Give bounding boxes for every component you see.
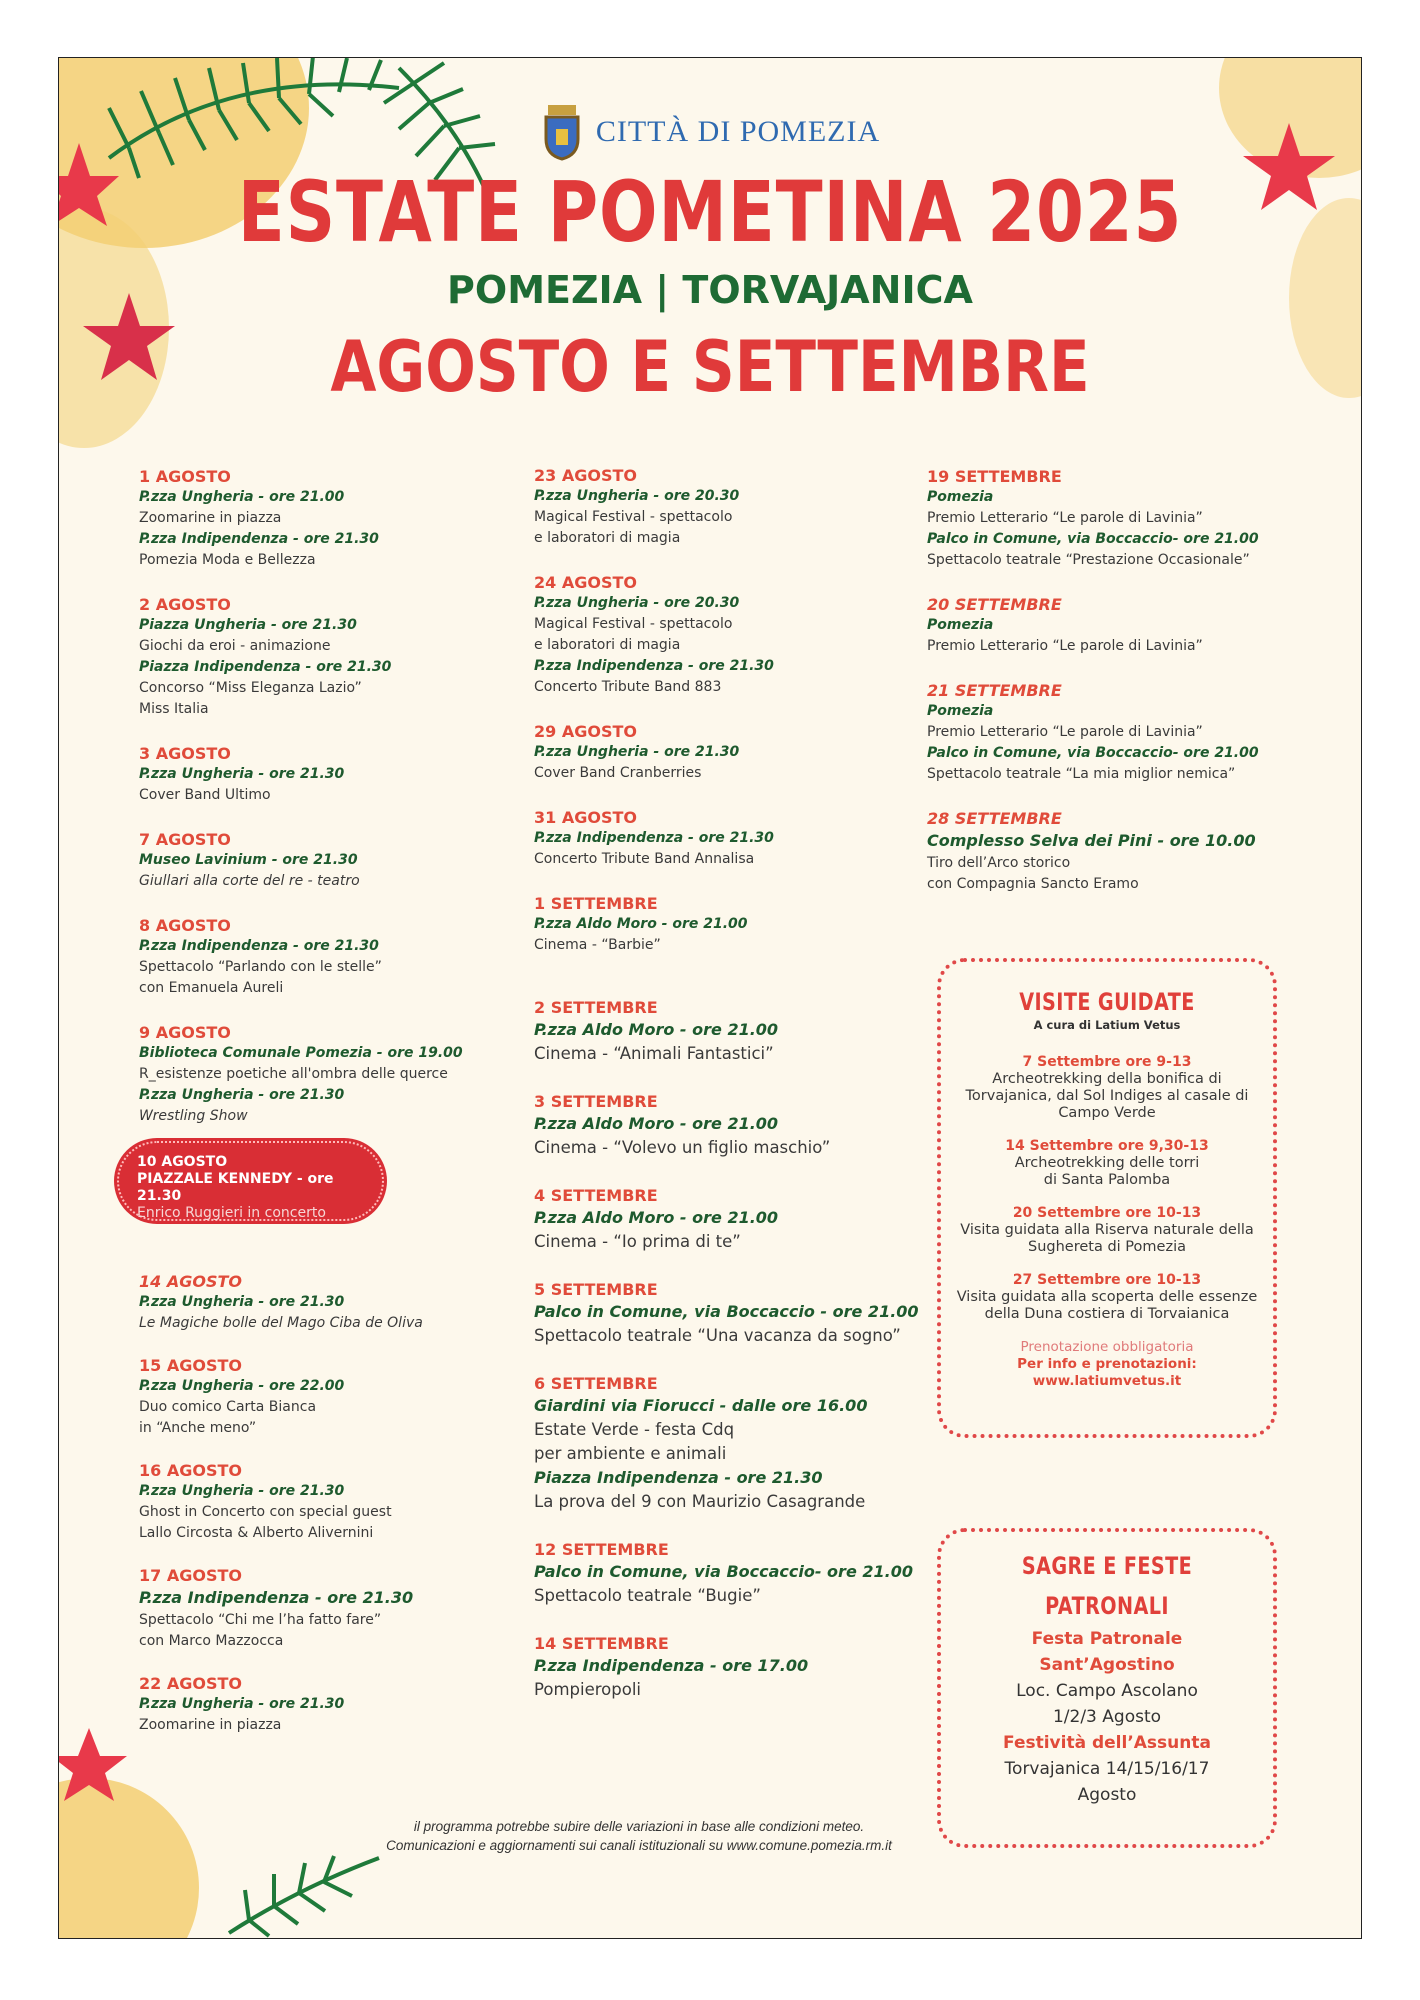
guided-tour-item — [941, 1054, 1273, 1122]
event-description: Giochi da eroi - animazione — [139, 638, 331, 654]
event-description: Concorso “Miss Eleganza Lazio” — [139, 680, 362, 696]
event-description: Magical Festival - spettacolo — [534, 509, 733, 525]
event-entry — [139, 1271, 479, 1334]
guided-tour-text: Archeotrekking delle torri di Santa Palomba — [1014, 1155, 1200, 1188]
festival-2-name: Festività dell’Assunta — [1003, 1733, 1211, 1753]
event-place: P.zza Ungheria - ore 20.30 — [534, 595, 740, 611]
event-description: Estate Verde - festa Cdq — [534, 1420, 735, 1439]
event-place: Pomezia — [927, 489, 994, 505]
event-place: Biblioteca Comunale Pomezia - ore 19.00 — [139, 1045, 463, 1061]
event-description: Spettacolo teatrale “Prestazione Occasionale” — [927, 552, 1250, 568]
festival-1-location: Loc. Campo Ascolano — [1016, 1681, 1198, 1701]
event-entry — [534, 1373, 954, 1514]
festivals-title-1: SAGRE E FESTE — [1021, 1552, 1193, 1580]
guided-tours-title: VISITE GUIDATE — [1019, 988, 1195, 1016]
event-description: Concerto Tribute Band 883 — [534, 679, 722, 695]
event-description: Magical Festival - spettacolo — [534, 616, 733, 632]
event-place: P.zza Ungheria - ore 21.30 — [139, 1294, 345, 1310]
event-description: Cinema - “Volevo un figlio maschio” — [534, 1138, 831, 1157]
guided-tours-subtitle: A cura di Latium Vetus — [1033, 1018, 1181, 1032]
event-description: con Marco Mazzocca — [139, 1633, 284, 1649]
event-place: P.zza Ungheria - ore 21.30 — [139, 1483, 345, 1499]
festival-1-dates: 1/2/3 Agosto — [1052, 1707, 1162, 1727]
event-date: 15 AGOSTO — [139, 1356, 242, 1375]
event-entry — [139, 829, 479, 892]
event-date: 2 AGOSTO — [139, 595, 231, 614]
event-date: 23 AGOSTO — [534, 466, 637, 485]
guided-tour-item — [941, 1205, 1273, 1256]
event-place: Museo Lavinium - ore 21.30 — [139, 852, 358, 868]
event-description: Giullari alla corte del re - teatro — [139, 873, 360, 889]
event-place: Palco in Comune, via Boccaccio - ore 21.00 — [534, 1302, 919, 1321]
event-place: P.zza Ungheria - ore 21.00 — [139, 489, 345, 505]
event-date: 31 AGOSTO — [534, 808, 637, 827]
event-place: P.zza Aldo Moro - ore 21.00 — [534, 916, 748, 932]
event-entry — [927, 466, 1327, 571]
page-subtitle: POMEZIA | TORVAJANICA — [447, 268, 973, 312]
event-description: Premio Letterario “Le parole di Lavinia” — [927, 638, 1203, 654]
event-place: Pomezia — [927, 617, 994, 633]
guided-tour-item — [941, 1138, 1273, 1189]
event-place: P.zza Indipendenza - ore 17.00 — [534, 1656, 809, 1675]
event-entry — [139, 1565, 479, 1652]
guided-tour-text: Archeotrekking della bonifica di Torvajanica, dal Sol Indiges al casale di Campo Verde — [965, 1071, 1249, 1121]
event-date: 21 SETTEMBRE — [927, 681, 1062, 700]
footer-line-1: il programma potrebbe subire delle variazioni in base alle condizioni meteo. — [413, 1819, 865, 1834]
guided-tours-list — [941, 1054, 1273, 1323]
event-place: Piazza Ungheria - ore 21.30 — [139, 617, 357, 633]
event-place: Palco in Comune, via Boccaccio- ore 21.00 — [927, 531, 1259, 547]
event-place: P.zza Aldo Moro - ore 21.00 — [534, 1208, 779, 1227]
event-entry — [927, 594, 1327, 657]
footer-note — [259, 1817, 1019, 1855]
highlight-date: 10 AGOSTO — [137, 1154, 228, 1170]
city-header — [59, 103, 1361, 161]
events-column-2b — [534, 997, 954, 1727]
event-entry — [534, 1279, 954, 1348]
guided-tour-date: 7 Settembre ore 9-13 — [1022, 1054, 1192, 1070]
event-place: P.zza Aldo Moro - ore 21.00 — [534, 1020, 779, 1039]
event-description: Pomezia Moda e Bellezza — [139, 552, 316, 568]
event-entry — [534, 1539, 954, 1608]
event-description: per ambiente e animali — [534, 1444, 727, 1463]
event-date: 3 AGOSTO — [139, 744, 231, 763]
info-label: Per info e prenotazioni: — [1017, 1356, 1197, 1372]
festivals-box — [937, 1528, 1277, 1848]
highlight-event — [117, 1141, 384, 1221]
event-date: 24 AGOSTO — [534, 573, 637, 592]
event-entry — [534, 1185, 954, 1254]
event-entry — [534, 807, 934, 870]
event-description: Premio Letterario “Le parole di Lavinia” — [927, 510, 1203, 526]
event-description: Cinema - “Io prima di te” — [534, 1232, 741, 1251]
guided-tour-date: 14 Settembre ore 9,30-13 — [1005, 1138, 1209, 1154]
event-entry — [139, 1022, 479, 1127]
event-date: 28 SETTEMBRE — [927, 809, 1062, 828]
highlight-place: PIAZZALE KENNEDY - ore 21.30 — [137, 1171, 334, 1204]
event-place: Palco in Comune, via Boccaccio- ore 21.00 — [534, 1562, 913, 1581]
event-entry — [139, 1460, 479, 1544]
guided-tour-date: 20 Settembre ore 10-13 — [1012, 1205, 1202, 1221]
event-entry — [534, 721, 934, 784]
event-description: in “Anche meno” — [139, 1420, 257, 1436]
event-place: Giardini via Fiorucci - dalle ore 16.00 — [534, 1396, 868, 1415]
event-description: Spettacolo teatrale “La mia miglior nemica” — [927, 766, 1236, 782]
event-description: con Emanuela Aureli — [139, 980, 284, 996]
event-place: Piazza Indipendenza - ore 21.30 — [534, 1468, 823, 1487]
event-place: P.zza Ungheria - ore 20.30 — [534, 488, 740, 504]
event-description: Premio Letterario “Le parole di Lavinia” — [927, 724, 1203, 740]
festival-1-saint: Sant’Agostino — [1039, 1655, 1175, 1675]
event-entry — [534, 997, 954, 1066]
event-date: 2 SETTEMBRE — [534, 998, 658, 1017]
events-column-1b — [139, 1271, 479, 1757]
footer-line-2: Comunicazioni e aggiornamenti sui canali istituzionali su www.comune.pomezia.rm.it — [386, 1838, 892, 1853]
event-description: Concerto Tribute Band Annalisa — [534, 851, 755, 867]
event-place: Complesso Selva dei Pini - ore 10.00 — [927, 831, 1256, 850]
event-description: Cinema - “Barbie” — [534, 937, 661, 953]
festival-2-month: Agosto — [1077, 1785, 1137, 1805]
event-description: Zoomarine in piazza — [139, 510, 282, 526]
event-date: 8 AGOSTO — [139, 916, 231, 935]
event-description: Ghost in Concerto con special guest — [139, 1504, 392, 1520]
poster — [58, 57, 1362, 1939]
event-date: 14 SETTEMBRE — [534, 1634, 669, 1653]
event-entry — [927, 808, 1327, 895]
event-description: Wrestling Show — [139, 1108, 248, 1124]
event-entry — [139, 594, 479, 720]
event-date: 20 SETTEMBRE — [927, 595, 1062, 614]
events-column-3 — [927, 466, 1327, 918]
event-entry — [139, 466, 479, 571]
event-description: Cover Band Cranberries — [534, 765, 702, 781]
event-date: 19 SETTEMBRE — [927, 467, 1062, 486]
event-entry — [139, 1355, 479, 1439]
coat-of-arms-icon — [540, 103, 584, 161]
event-place: P.zza Indipendenza - ore 21.30 — [139, 1588, 414, 1607]
event-entry — [534, 572, 934, 698]
event-date: 7 AGOSTO — [139, 830, 231, 849]
event-place: P.zza Ungheria - ore 21.30 — [139, 766, 345, 782]
guided-tour-item — [941, 1272, 1273, 1323]
booking-note: Prenotazione obbligatoria — [1020, 1339, 1194, 1355]
event-place: Palco in Comune, via Boccaccio- ore 21.00 — [927, 745, 1259, 761]
event-entry — [534, 1091, 954, 1160]
event-description: Miss Italia — [139, 701, 209, 717]
event-description: Pompieropoli — [534, 1680, 641, 1699]
event-place: P.zza Indipendenza - ore 21.30 — [534, 658, 774, 674]
event-description: Lallo Circosta & Alberto Alivernini — [139, 1525, 374, 1541]
event-date: 1 AGOSTO — [139, 467, 231, 486]
event-date: 9 AGOSTO — [139, 1023, 231, 1042]
event-date: 5 SETTEMBRE — [534, 1280, 658, 1299]
festival-2-location: Torvajanica 14/15/16/17 — [1004, 1759, 1210, 1779]
event-date: 1 SETTEMBRE — [534, 894, 658, 913]
event-date: 22 AGOSTO — [139, 1674, 242, 1693]
event-description: R_esistenze poetiche all'ombra delle querce — [139, 1066, 448, 1082]
events-column-2 — [534, 465, 934, 979]
website-link[interactable]: www.latiumvetus.it — [1032, 1373, 1182, 1389]
months-title: AGOSTO E SETTEMBRE — [330, 326, 1090, 408]
event-date: 14 AGOSTO — [139, 1272, 242, 1291]
city-name: CITTÀ DI POMEZIA — [595, 115, 881, 148]
event-description: Zoomarine in piazza — [139, 1717, 282, 1733]
festivals-title-2: PATRONALI — [1045, 1592, 1169, 1620]
event-place: P.zza Ungheria - ore 22.00 — [139, 1378, 345, 1394]
event-place: Piazza Indipendenza - ore 21.30 — [139, 659, 392, 675]
event-date: 16 AGOSTO — [139, 1461, 242, 1480]
event-place: P.zza Ungheria - ore 21.30 — [534, 744, 740, 760]
event-date: 3 SETTEMBRE — [534, 1092, 658, 1111]
starfish-icon — [59, 1723, 129, 1803]
event-date: 12 SETTEMBRE — [534, 1540, 669, 1559]
festival-1-name: Festa Patronale — [1031, 1629, 1183, 1649]
event-description: Spettacolo teatrale “Una vacanza da sogno” — [534, 1326, 901, 1345]
highlight-desc: Enrico Ruggieri in concerto — [137, 1205, 326, 1221]
event-description: e laboratori di magia — [534, 530, 681, 546]
guided-tour-text: Visita guidata alla scoperta delle essenze della Duna costiera di Torvaianica — [956, 1289, 1258, 1322]
event-place: P.zza Aldo Moro - ore 21.00 — [534, 1114, 779, 1133]
event-description: Le Magiche bolle del Mago Ciba de Oliva — [139, 1315, 423, 1331]
event-description: Cover Band Ultimo — [139, 787, 271, 803]
event-description: Spettacolo “Parlando con le stelle” — [139, 959, 382, 975]
event-date: 29 AGOSTO — [534, 722, 637, 741]
event-entry — [927, 680, 1327, 785]
event-entry — [534, 465, 934, 549]
event-entry — [534, 1633, 954, 1702]
event-description: Spettacolo teatrale “Bugie” — [534, 1586, 761, 1605]
event-entry — [139, 1673, 479, 1736]
page-title: ESTATE POMETINA 2025 — [237, 163, 1183, 261]
guided-tours-box — [937, 958, 1277, 1438]
event-description: Tiro dell’Arco storico — [927, 855, 1071, 871]
event-description: con Compagnia Sancto Eramo — [927, 876, 1139, 892]
event-place: Pomezia — [927, 703, 994, 719]
event-place: P.zza Ungheria - ore 21.30 — [139, 1087, 345, 1103]
event-entry — [534, 893, 934, 956]
palm-leaf-icon — [219, 1848, 389, 1938]
event-description: La prova del 9 con Maurizio Casagrande — [534, 1492, 866, 1511]
event-date: 4 SETTEMBRE — [534, 1186, 658, 1205]
event-place: P.zza Ungheria - ore 21.30 — [139, 1696, 345, 1712]
event-place: P.zza Indipendenza - ore 21.30 — [534, 830, 774, 846]
event-description: e laboratori di magia — [534, 637, 681, 653]
events-column-1 — [139, 466, 479, 1150]
guided-tour-date: 27 Settembre ore 10-13 — [1012, 1272, 1202, 1288]
guided-tour-text: Visita guidata alla Riserva naturale della Sughereta di Pomezia — [960, 1222, 1254, 1255]
event-place: P.zza Indipendenza - ore 21.30 — [139, 531, 379, 547]
event-date: 17 AGOSTO — [139, 1566, 242, 1585]
event-entry — [139, 915, 479, 999]
event-date: 6 SETTEMBRE — [534, 1374, 658, 1393]
event-entry — [139, 743, 479, 806]
event-description: Duo comico Carta Bianca — [139, 1399, 317, 1415]
event-place: P.zza Indipendenza - ore 21.30 — [139, 938, 379, 954]
event-description: Cinema - “Animali Fantastici” — [534, 1044, 774, 1063]
event-description: Spettacolo “Chi me l’ha fatto fare” — [139, 1612, 382, 1628]
